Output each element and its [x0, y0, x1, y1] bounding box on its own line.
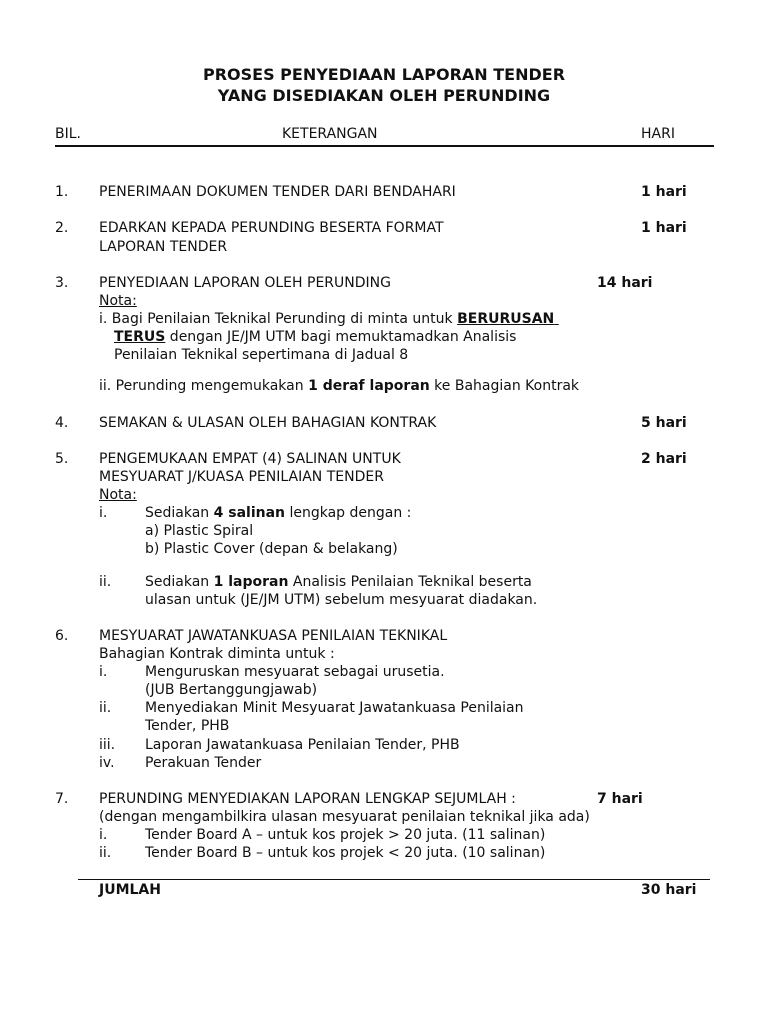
item-7-note: (dengan mengambilkira ulasan mesyuarat penilaian teknikal jika ada)	[99, 809, 590, 825]
item-3-note-i-line3: Penilaian Teknikal sepertimana di Jadual 8	[114, 347, 409, 363]
item-5-note-ii-label: ii.	[99, 574, 112, 590]
item-6-sub-ii-label: ii.	[99, 700, 112, 716]
item-2-line2: LAPORAN TENDER	[99, 239, 228, 255]
item-3-note-i-line2	[114, 328, 516, 346]
item-7-sub-ii-text: Tender Board B – untuk kos projek < 20 juta. (10 salinan)	[145, 845, 546, 861]
item-3-number: 3.	[55, 275, 69, 291]
item-3-note-i-line1	[99, 310, 559, 328]
item-2-days: 1 hari	[641, 220, 687, 236]
item-5-note-b: b) Plastic Cover (depan & belakang)	[145, 541, 398, 557]
item-6-number: 6.	[55, 628, 69, 644]
item-7-sub-ii-label: ii.	[99, 845, 112, 861]
item-6-sub-iii-label: iii.	[99, 737, 116, 753]
item-3-nota: Nota:	[99, 293, 137, 309]
item-7-days: 7 hari	[597, 791, 643, 807]
item-4-text: SEMAKAN & ULASAN OLEH BAHAGIAN KONTRAK	[99, 415, 437, 431]
item-5-days: 2 hari	[641, 451, 687, 467]
item-1-text: PENERIMAAN DOKUMEN TENDER DARI BENDAHARI	[99, 184, 456, 200]
total-days: 30 hari	[641, 882, 697, 898]
item-1-days: 1 hari	[641, 184, 687, 200]
item-7-sub-i-label: i.	[99, 827, 108, 843]
item-7-text: PERUNDING MENYEDIAKAN LAPORAN LENGKAP SEJUMLAH :	[99, 791, 516, 807]
header-hari: HARI	[641, 126, 675, 142]
total-label: JUMLAH	[99, 882, 161, 898]
item-3-note-i-text-2: dengan JE/JM UTM bagi memuktamadkan Analisis	[165, 329, 517, 345]
item-6-text: MESYUARAT JAWATANKUASA PENILAIAN TEKNIKAL	[99, 628, 448, 644]
item-5-note-a: a) Plastic Spiral	[145, 523, 254, 539]
item-6-sub-ii-line2: Tender, PHB	[145, 718, 230, 734]
total-rule	[78, 879, 710, 880]
item-4-days: 5 hari	[641, 415, 687, 431]
item-3-days: 14 hari	[597, 275, 653, 291]
item-5-line2: MESYUARAT J/KUASA PENILAIAN TENDER	[99, 469, 384, 485]
document-title-line2: YANG DISEDIAKAN OLEH PERUNDING	[217, 86, 551, 105]
item-1-number: 1.	[55, 184, 69, 200]
item-3-note-i-emphasis-2: TERUS	[114, 329, 166, 345]
item-3-text: PENYEDIAAN LAPORAN OLEH PERUNDING	[99, 275, 391, 291]
item-6-sub-i-line1: Menguruskan mesyuarat sebagai urusetia.	[145, 664, 445, 680]
item-6-sub-i-label: i.	[99, 664, 108, 680]
item-5-note-i: Sediakan 4 salinan lengkap dengan :	[145, 505, 412, 521]
item-3-note-ii: ii. Perunding mengemukakan 1 deraf laporan ke Bahagian Kontrak	[99, 378, 580, 394]
item-2-number: 2.	[55, 220, 69, 236]
item-5-note-i-emphasis: 4 salinan	[213, 505, 285, 521]
item-5-note-ii-emphasis: 1 laporan	[213, 574, 289, 590]
item-7-sub-i-text: Tender Board A – untuk kos projek > 20 juta. (11 salinan)	[145, 827, 546, 843]
item-6-sub-iii-text: Laporan Jawatankuasa Penilaian Tender, PHB	[145, 737, 460, 753]
item-4-number: 4.	[55, 415, 69, 431]
item-6-intro: Bahagian Kontrak diminta untuk :	[99, 646, 335, 662]
item-6-sub-iv-label: iv.	[99, 755, 115, 771]
item-5-number: 5.	[55, 451, 69, 467]
item-6-sub-i-line2: (JUB Bertanggungjawab)	[145, 682, 318, 698]
document-title-line1: PROSES PENYEDIAAN LAPORAN TENDER	[202, 65, 566, 84]
item-5-note-ii-line2: ulasan untuk (JE/JM UTM) sebelum mesyuarat diadakan.	[145, 592, 538, 608]
item-3-note-ii-emphasis: 1 deraf laporan	[308, 378, 430, 394]
item-5-note-ii: Sediakan 1 laporan Analisis Penilaian Teknikal beserta	[145, 574, 532, 590]
header-keterangan: KETERANGAN	[282, 126, 378, 142]
item-3-note-i-text: i. Bagi Penilaian Teknikal Perunding di minta untuk	[99, 311, 458, 327]
item-7-number: 7.	[55, 791, 69, 807]
item-5-nota: Nota:	[99, 487, 137, 503]
item-5-note-i-label: i.	[99, 505, 108, 521]
item-2-line1: EDARKAN KEPADA PERUNDING BESERTA FORMAT	[99, 220, 444, 236]
item-3-note-i-emphasis-1: BERURUSAN	[457, 311, 555, 327]
header-bil: BIL.	[55, 126, 81, 142]
item-6-sub-iv-text: Perakuan Tender	[145, 755, 262, 771]
header-rule	[55, 145, 714, 147]
item-6-sub-ii-line1: Menyediakan Minit Mesyuarat Jawatankuasa Penilaian	[145, 700, 524, 716]
item-5-line1: PENGEMUKAAN EMPAT (4) SALINAN UNTUK	[99, 451, 401, 467]
